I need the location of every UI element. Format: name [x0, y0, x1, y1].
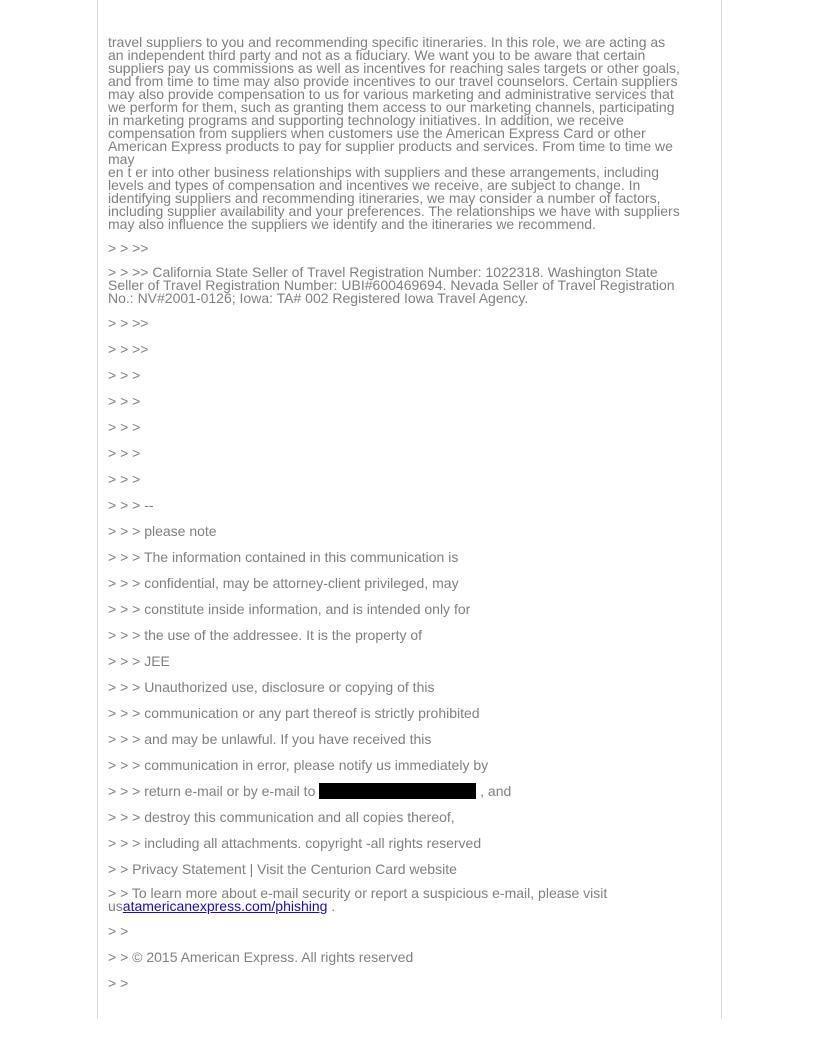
quoted-line: > > — [108, 975, 129, 991]
disclosure-line: may also influence the suppliers we identify and the itineraries we recommend. — [108, 216, 596, 232]
disclosure-line: compensation from suppliers when customers use the American Express Card or other — [108, 125, 646, 141]
quoted-line: > > > — [108, 445, 141, 461]
security-paragraph — [108, 887, 713, 913]
disclosure-line: may — [108, 151, 135, 167]
quoted-line: > > >> — [108, 315, 149, 331]
disclosure-line: travel suppliers to you and recommending specific itineraries. In this role, we are acting as — [108, 34, 666, 50]
disclosure-line: levels and types of compensation and incentives we receive, are subject to change. In — [108, 177, 641, 193]
copyright-line: > > © 2015 American Express. All rights reserved — [108, 949, 414, 965]
disclosure-line: in marketing programs and supporting technology initiatives. In addition, we receive — [108, 112, 624, 128]
return-email-line — [108, 783, 713, 799]
disclosure-line: and from time to time may also provide incentives to our travel counselors. Certain suppliers — [108, 73, 678, 89]
disclosure-line: identifying suppliers and recommending itineraries, we may consider a number of factors, — [108, 190, 661, 206]
quoted-line: > > > please note — [108, 523, 217, 539]
disclosure-line: an independent third party and not as a fiduciary. We want you to be aware that certain — [108, 47, 646, 63]
security-prefix: us — [108, 898, 123, 914]
quoted-line: > > > the use of the addressee. It is the property of — [108, 627, 423, 643]
quoted-line: > > > — [108, 393, 141, 409]
quoted-line: > > > communication or any part thereof is strictly prohibited — [108, 705, 480, 721]
quoted-line: > > > Unauthorized use, disclosure or copying of this — [108, 679, 435, 695]
quoted-line: > > > JEE — [108, 653, 170, 669]
quoted-line: > > > communication in error, please notify us immediately by — [108, 757, 489, 773]
privacy-line: > > Privacy Statement | Visit the Centurion Card website — [108, 861, 457, 877]
quoted-line: > > > — [108, 471, 141, 487]
return-email-suffix: , and — [480, 783, 512, 799]
quoted-line: > > > and may be unlawful. If you have received this — [108, 731, 432, 747]
disclosure-line: American Express products to pay for supplier products and services. From time to time we — [108, 138, 673, 154]
registration-line: No.: NV#2001-0126; Iowa: TA# 002 Registered Iowa Travel Agency. — [108, 290, 529, 306]
quoted-line: > > > — [108, 367, 141, 383]
quoted-line: > > — [108, 923, 129, 939]
registration-paragraph — [108, 266, 713, 305]
disclosure-line: including supplier availability and your preferences. The relationships we have with suppliers — [108, 203, 680, 219]
disclosure-paragraph — [108, 36, 713, 231]
disclosure-line: we perform for them, such as granting them access to our marketing channels, participating — [108, 99, 675, 115]
quoted-line: > > > confidential, may be attorney-client privileged, may — [108, 575, 459, 591]
registration-line: Seller of Travel Registration Number: UBI#600469694. Nevada Seller of Travel Registration — [108, 277, 675, 293]
quoted-line: > > > destroy this communication and all copies thereof, — [108, 809, 455, 825]
registration-line: > > >> California State Seller of Travel Registration Number: 1022318. Washington State — [108, 264, 658, 280]
redacted-email — [319, 783, 476, 799]
email-body — [108, 36, 713, 1001]
security-suffix: . — [327, 898, 336, 914]
quoted-line: > > > The information contained in this communication is — [108, 549, 459, 565]
phishing-link[interactable]: atamericanexpress.com/phishing — [122, 898, 328, 914]
security-line-2 — [108, 900, 713, 913]
quoted-line: > > > -- — [108, 497, 154, 513]
quoted-line: > > > including all attachments. copyright -all rights reserved — [108, 835, 482, 851]
security-line: > > To learn more about e-mail security or report a suspicious e-mail, please visit — [108, 885, 608, 901]
document-page — [97, 0, 722, 1019]
quoted-line: > > >> — [108, 240, 149, 256]
return-email-prefix: > > > return e-mail or by e-mail to — [108, 783, 316, 799]
quoted-line: > > > constitute inside information, and is intended only for — [108, 601, 471, 617]
disclosure-line: suppliers pay us commissions as well as incentives for reaching sales targets or other goals, — [108, 60, 680, 76]
quoted-line: > > >> — [108, 341, 149, 357]
disclosure-line: en t er into other business relationships with suppliers and these arrangements, including — [108, 164, 659, 180]
disclosure-line: may also provide compensation to us for various marketing and administrative services that — [108, 86, 674, 102]
quoted-line: > > > — [108, 419, 141, 435]
